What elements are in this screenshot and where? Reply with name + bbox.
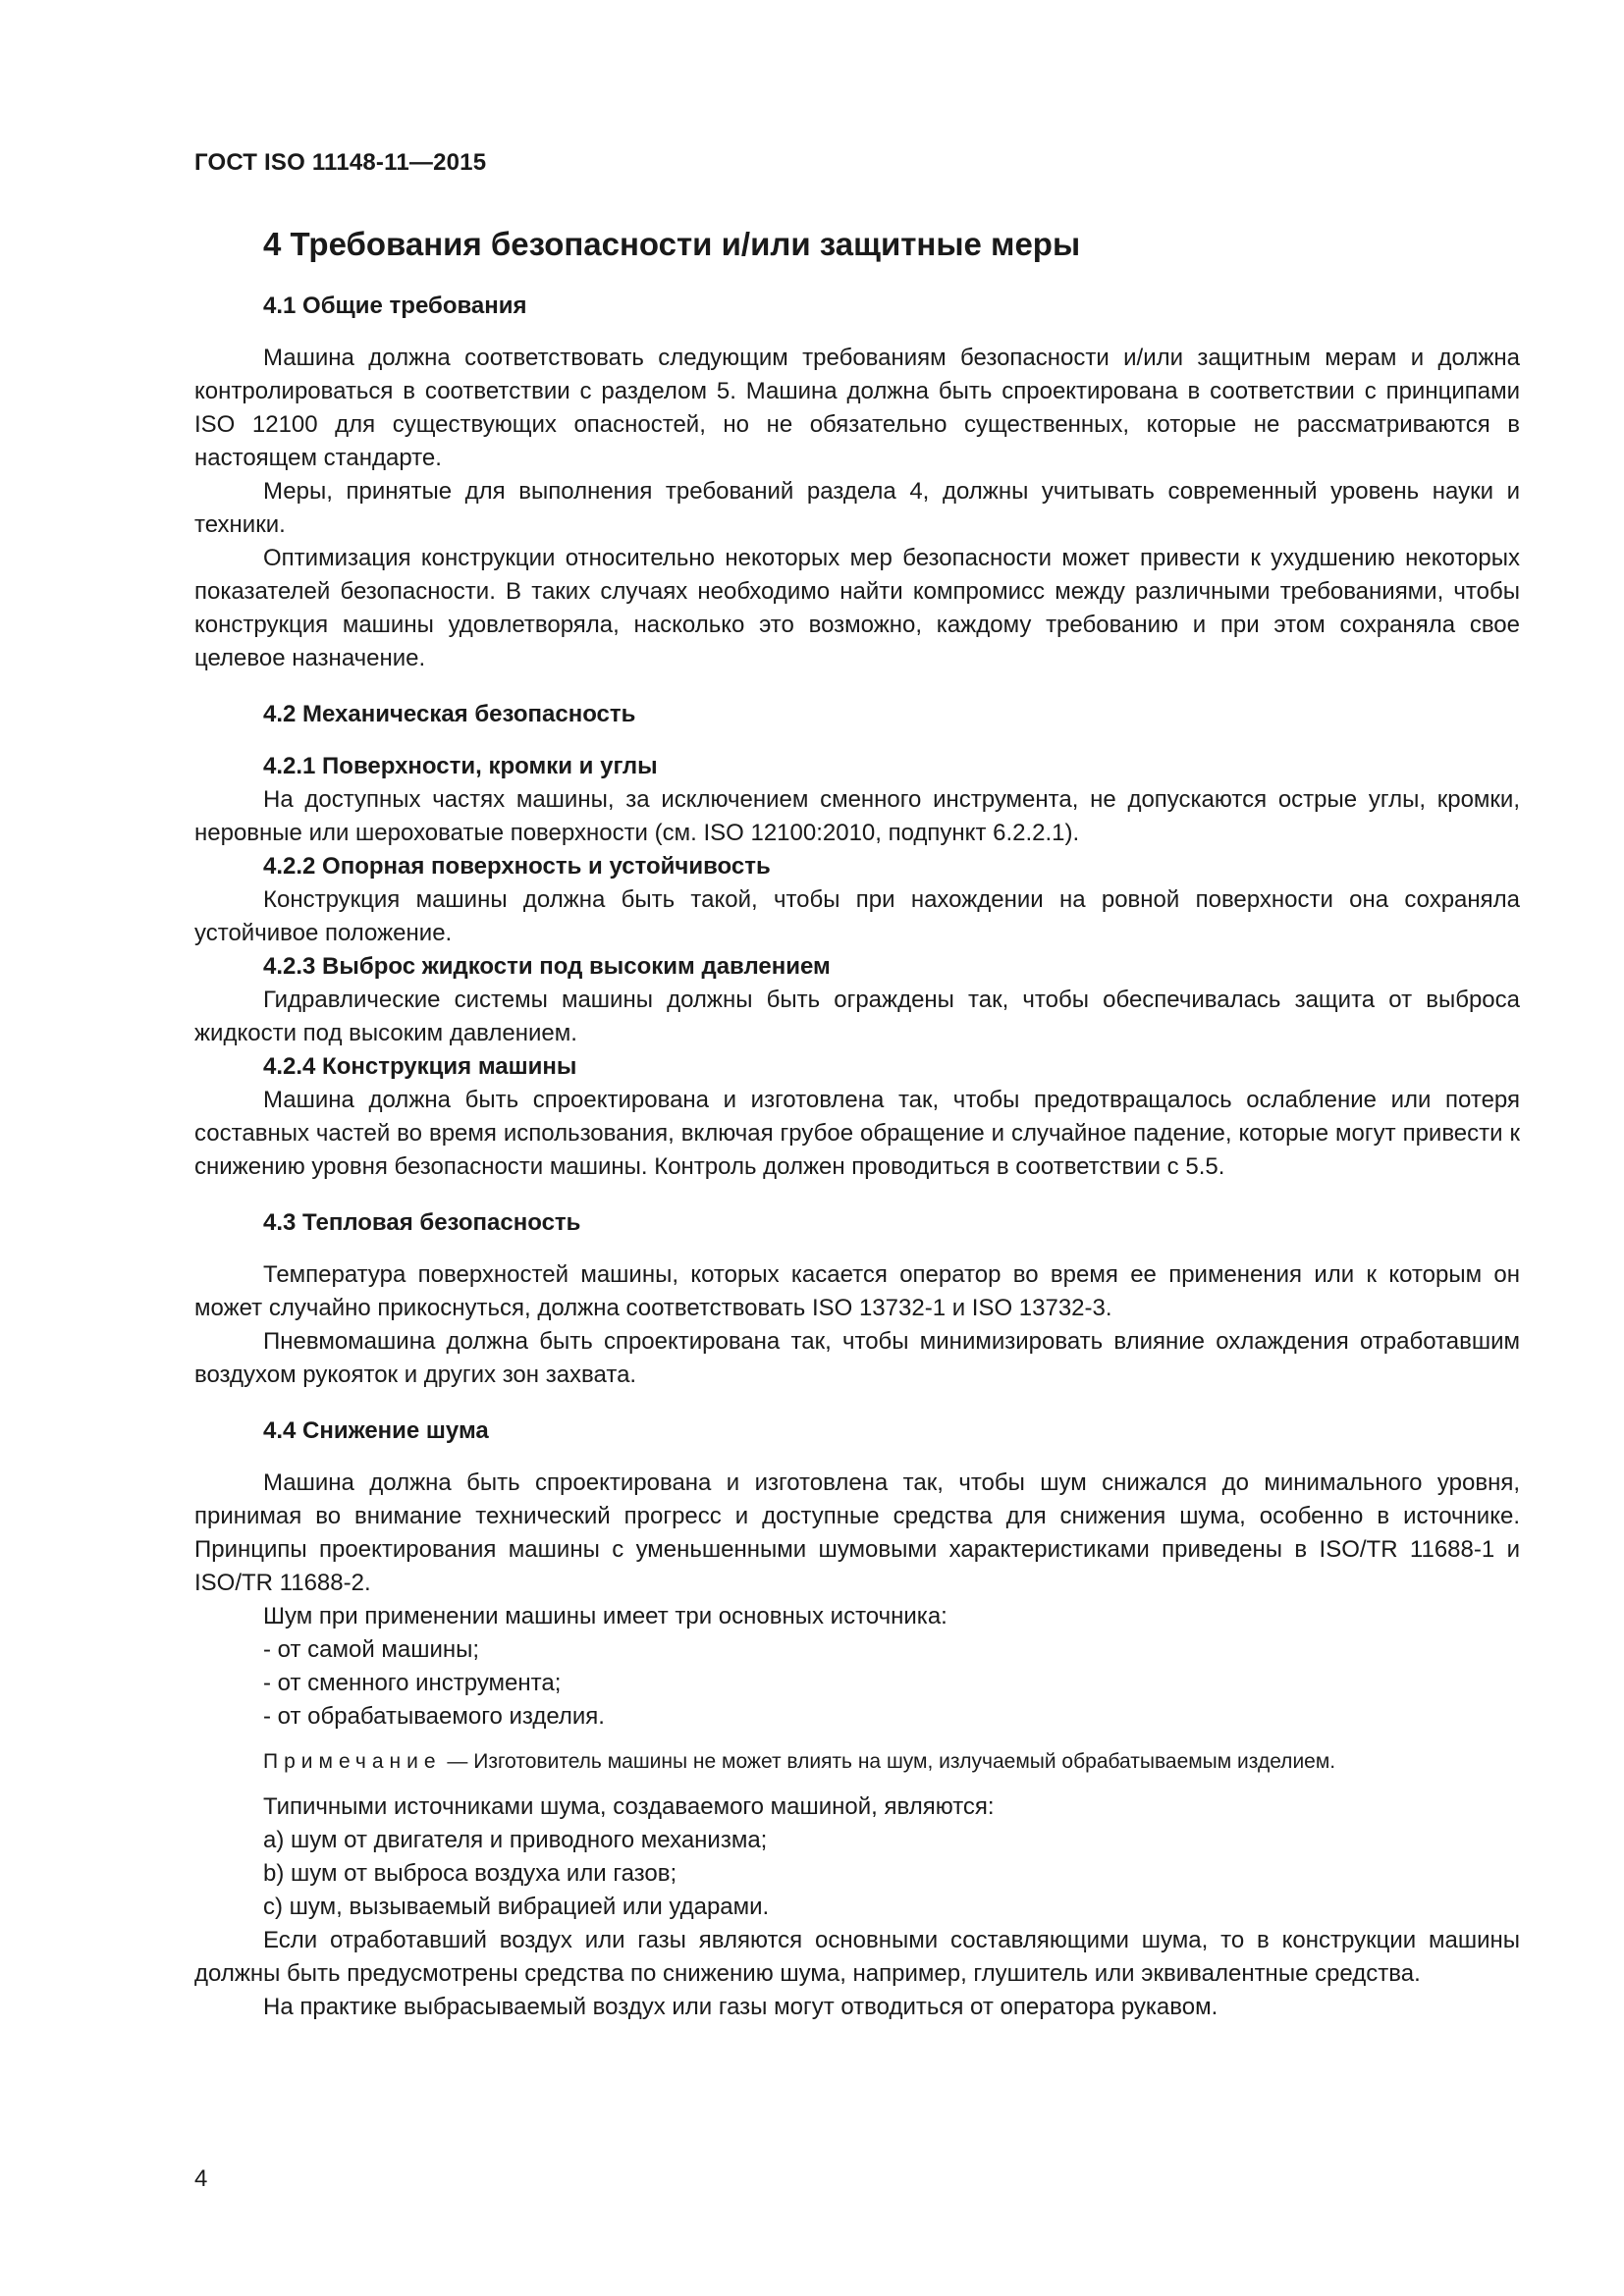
note <box>263 1747 1520 1777</box>
list-item: - от сменного инструмента; <box>263 1670 562 1696</box>
document-page <box>194 149 1520 2024</box>
paragraph: Пневмомашина должна быть спроектирована так, чтобы минимизировать влияние охлаждения отработавшим воздухом рукояток и других зон захвата. <box>194 1328 1520 1388</box>
note-label: Примечание <box>263 1750 442 1773</box>
paragraph: Конструкция машины должна быть такой, чтобы при нахождении на ровной поверхности она сохраняла устойчивое положение. <box>194 886 1520 946</box>
paragraph: Меры, принятые для выполнения требований раздела 4, должны учитывать современный уровень науки и техники. <box>194 478 1520 538</box>
section-4-2-3-title: 4.2.3 Выброс жидкости под высоким давлением <box>263 953 831 980</box>
paragraph: Температура поверхностей машины, которых касается оператор во время ее применения или к которым он может случайно прикоснуться, должна соответствовать ISO 13732-1 и ISO 13732-3. <box>194 1261 1520 1321</box>
paragraph: Машина должна быть спроектирована и изготовлена так, чтобы шум снижался до минимального уровня, принимая во внимание технический прогресс и доступные средства для снижения шума, особенно в источнике. Принципы проектирования машины с уменьшенными шумовыми характеристиками приведены в ISO/TR 11688-1 и ISO/TR 11688-2. <box>194 1469 1520 1596</box>
paragraph: Машина должна быть спроектирована и изготовлена так, чтобы предотвращалось ослабление или потеря составных частей во время использования, включая грубое обращение и случайное падение, которые могут привести к снижению уровня безопасности машины. Контроль должен проводиться в соответствии с 5.5. <box>194 1087 1520 1180</box>
paragraph: На доступных частях машины, за исключением сменного инструмента, не допускаются острые углы, кромки, неровные или шероховатые поверхности (см. ISO 12100:2010, подпункт 6.2.2.1). <box>194 786 1520 846</box>
paragraph: Гидравлические системы машины должны быть ограждены так, чтобы обеспечивалась защита от выброса жидкости под высоким давлением. <box>194 987 1520 1046</box>
section-4-4-title: 4.4 Снижение шума <box>263 1417 489 1444</box>
paragraph: На практике выбрасываемый воздух или газы могут отводиться от оператора рукавом. <box>263 1994 1218 2020</box>
section-4-1-title: 4.1 Общие требования <box>263 293 527 319</box>
note-text: — Изготовитель машины не может влиять на шум, излучаемый обрабатываемым изделием. <box>441 1750 1336 1773</box>
paragraph: Если отработавший воздух или газы являются основными составляющими шума, то в конструкции машины должны быть предусмотрены средства по снижению шума, например, глушитель или эквивалентные средства. <box>194 1927 1520 1987</box>
list-item: b) шум от выброса воздуха или газов; <box>263 1860 677 1887</box>
section-4-2-4-title: 4.2.4 Конструкция машины <box>263 1053 577 1080</box>
paragraph: Машина должна соответствовать следующим требованиям безопасности и/или защитным мерам и должна контролироваться в соответствии с разделом 5. Машина должна быть спроектирована в соответствии с принципами ISO 12100 для существующих опасностей, но не обязательно существенных, которые не рассматриваются в настоящем стандарте. <box>194 345 1520 471</box>
section-4-2-2-title: 4.2.2 Опорная поверхность и устойчивость <box>263 853 771 880</box>
section-4-2-title: 4.2 Механическая безопасность <box>263 701 636 727</box>
document-code: ГОСТ ISO 11148-11—2015 <box>194 149 487 176</box>
paragraph: Типичными источниками шума, создаваемого машиной, являются: <box>263 1793 995 1820</box>
section-4-2-1-title: 4.2.1 Поверхности, кромки и углы <box>263 753 658 779</box>
list-item: - от самой машины; <box>263 1636 480 1663</box>
list-item: a) шум от двигателя и приводного механизма; <box>263 1827 768 1853</box>
list-item: - от обрабатываемого изделия. <box>263 1703 605 1730</box>
list-item: c) шум, вызываемый вибрацией или ударами. <box>263 1894 770 1920</box>
page-number: 4 <box>194 2165 208 2192</box>
paragraph: Оптимизация конструкции относительно некоторых мер безопасности может привести к ухудшению некоторых показателей безопасности. В таких случаях необходимо найти компромисс между различными требованиями, чтобы конструкция машины удовлетворяла, насколько это возможно, каждому требованию и при этом сохраняла свое целевое назначение. <box>194 545 1520 671</box>
section-4-3-title: 4.3 Тепловая безопасность <box>263 1209 581 1236</box>
section-4-title: 4 Требования безопасности и/или защитные меры <box>263 226 1081 262</box>
paragraph: Шум при применении машины имеет три основных источника: <box>263 1603 947 1629</box>
